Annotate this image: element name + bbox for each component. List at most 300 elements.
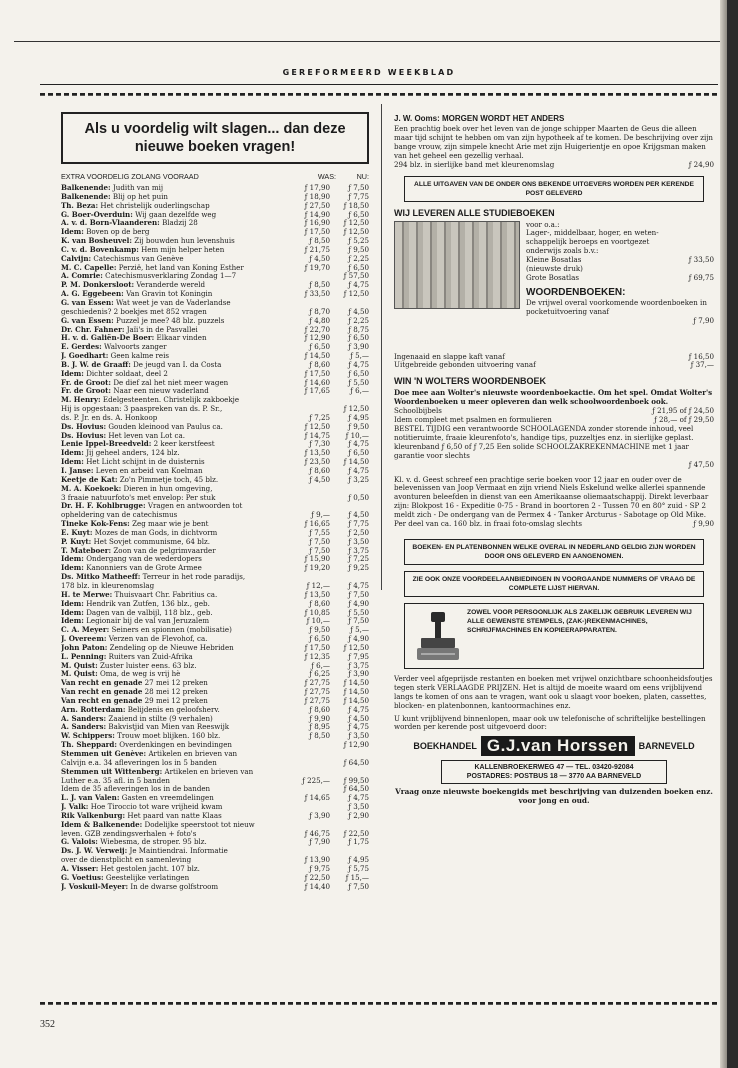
book-nu-price: ƒ 3,75 xyxy=(348,545,369,555)
book-row xyxy=(61,838,369,847)
book-was-price: ƒ 8,60 xyxy=(309,704,330,714)
book-title-cell xyxy=(61,485,286,494)
book-title: Naar een nieuw vaderland xyxy=(113,387,209,396)
zie-note: ZIE OOK ONZE VOORDEELAANBIEDINGEN IN VOORGAANDE NUMMERS OF VRAAG DE COMPLETE LIJST HIERVAN. xyxy=(404,571,704,597)
book-author: Dr. Chr. Fahner: xyxy=(61,325,125,334)
book-was-price: ƒ 4,50 xyxy=(309,474,330,484)
book-title-cell xyxy=(61,732,286,741)
studie-line: Lager-, middelbaar, hoger, en weten- xyxy=(526,228,659,238)
book-nu-price: ƒ 2,25 xyxy=(348,253,369,263)
book-author: G. van Essen: xyxy=(61,316,114,325)
book-author: Van recht en genade xyxy=(61,696,143,705)
book-author: Dr. H. F. Kohlbrugge: xyxy=(61,502,146,511)
book-nu-price: ƒ 6,— xyxy=(350,386,369,396)
book-nu-price: ƒ 5,25 xyxy=(348,236,369,246)
book-title-cell xyxy=(61,467,286,476)
book-author: W. Schippers: xyxy=(61,732,115,741)
left-column xyxy=(61,112,369,892)
book-author: J. Valk: xyxy=(61,803,89,812)
book-title-cell xyxy=(61,405,286,414)
page-number: 352 xyxy=(40,1019,55,1030)
book-was-price: ƒ 33,50 xyxy=(304,289,330,299)
book-title: Vragen en antwoorden tot xyxy=(147,502,243,511)
book-author: A. Visser: xyxy=(61,864,99,873)
book-title-cell xyxy=(61,511,286,520)
book-author: A. Sanders: xyxy=(61,714,107,723)
book-title-cell xyxy=(61,184,286,193)
book-was-price: ƒ 12,90 xyxy=(304,333,330,343)
book-title-cell xyxy=(61,582,286,591)
book-author: Tineke Kok-Fens: xyxy=(61,520,130,529)
book-author: Ds. Mitko Matheeff: xyxy=(61,573,141,582)
book-nu-price: ƒ 4,75 xyxy=(348,793,369,803)
book-was-price: ƒ 13,90 xyxy=(304,855,330,865)
book-author: Idem: xyxy=(61,555,84,564)
book-was-price: ƒ 14,90 xyxy=(304,209,330,219)
book-author: Idem: xyxy=(61,564,84,573)
book-title-cell xyxy=(61,529,286,538)
book-row xyxy=(61,290,369,299)
book-title-cell xyxy=(61,715,286,724)
book-title-cell xyxy=(61,635,286,644)
zowel-box xyxy=(404,603,704,669)
ingenaaid-price: ƒ 16,50 xyxy=(688,351,714,361)
wolters-label: Schoolbijbels xyxy=(394,407,442,416)
book-title: ds. P. Jr. en ds. A. Honkoop xyxy=(61,413,158,422)
book-row xyxy=(61,812,369,821)
book-author: H. v. d. Galiën-De Boer: xyxy=(61,334,155,343)
book-title: Catechismusverklaring Zondag 1—7 xyxy=(105,272,237,281)
book-title: Zuster luister eens. 63 blz. xyxy=(99,661,197,670)
book-nu-price: ƒ 22,50 xyxy=(343,828,369,838)
dashed-rule-bottom xyxy=(40,1002,718,1008)
book-nu-price: ƒ 6,50 xyxy=(348,368,369,378)
book-title-cell xyxy=(61,326,286,335)
book-title-cell xyxy=(61,211,286,220)
book-title-cell xyxy=(61,440,286,449)
bosatlas-row xyxy=(526,274,714,283)
book-row xyxy=(61,264,369,273)
book-row xyxy=(61,732,369,741)
header-rule xyxy=(40,84,718,85)
book-nu-price: ƒ 4,75 xyxy=(348,280,369,290)
book-title-cell xyxy=(61,759,286,768)
book-title: Leven en arbeid van Koelman xyxy=(95,467,203,475)
book-nu-price: ƒ 12,50 xyxy=(343,218,369,228)
book-was-price: ƒ 7,50 xyxy=(309,545,330,555)
ingenaaid-row xyxy=(394,353,714,362)
book-nu-price: ƒ 2,50 xyxy=(348,527,369,537)
book-author: L. Penning: xyxy=(61,652,107,661)
book-title: Overdenkingen en bevindingen xyxy=(119,741,232,750)
book-title-cell xyxy=(61,874,286,883)
book-nu-price: ƒ 9,25 xyxy=(348,563,369,573)
studie-line: schappelijk beroeps en voortgezet xyxy=(526,237,650,247)
book-title: De jeugd van I. da Costa xyxy=(133,360,222,369)
book-nu-price: ƒ 4,95 xyxy=(348,412,369,422)
book-title: Boven op de berg xyxy=(86,228,150,237)
book-author: E. Gerdes: xyxy=(61,343,102,352)
book-title-cell xyxy=(61,706,286,715)
wolters-label: Idem compleet met psalmen en formulieren xyxy=(394,416,552,425)
book-author: Lenie Ippel-Breedveld: xyxy=(61,440,152,449)
book-title-cell xyxy=(61,379,286,388)
book-title-cell xyxy=(61,653,286,662)
book-nu-price: ƒ 4,75 xyxy=(348,722,369,732)
book-row xyxy=(61,759,369,768)
book-title: Het Licht schijnt in de duisternis xyxy=(86,458,205,467)
book-was-price: ƒ 8,60 xyxy=(309,466,330,475)
book-title: Bladzij 28 xyxy=(162,219,198,228)
book-title-cell xyxy=(61,644,286,653)
book-title: Bakvistjid van Mien van Reeswijk xyxy=(108,723,230,732)
book-title: Wat weet je van de Vaderlandse xyxy=(116,298,231,307)
book-was-price xyxy=(286,741,330,750)
book-title: 178 blz. in kleurenomslag xyxy=(61,581,155,590)
book-title: Elkaar vinden xyxy=(156,334,207,343)
book-author: Keetje de Kat: xyxy=(61,475,118,484)
right-column xyxy=(394,112,714,806)
book-title-cell xyxy=(61,255,286,264)
book-row xyxy=(61,794,369,803)
book-row xyxy=(61,777,369,786)
book-title-cell xyxy=(61,856,286,865)
studie-text xyxy=(526,221,714,326)
book-title: 29 mei 12 preken xyxy=(144,696,208,705)
book-was-price: ƒ 22,70 xyxy=(304,324,330,334)
book-row xyxy=(61,476,369,485)
book-was-price: ƒ 8,60 xyxy=(309,598,330,608)
book-author: Th. Sheppard: xyxy=(61,741,118,750)
book-title-cell xyxy=(61,502,286,511)
book-was-price: ƒ 8,50 xyxy=(309,280,330,290)
book-title-cell xyxy=(61,449,286,458)
logo-right: BARNEVELD xyxy=(638,741,695,752)
book-was-price: ƒ 14,60 xyxy=(304,377,330,387)
book-title: over de dienstplicht en samenleving xyxy=(61,856,192,865)
bookstore-logo xyxy=(394,736,714,756)
book-title: Artikelen en brieven van xyxy=(148,750,238,758)
book-author: Fr. de Groot: xyxy=(61,387,112,396)
book-nu-price: ƒ 12,50 xyxy=(343,227,369,237)
book-nu-price: ƒ 0,50 xyxy=(348,492,369,502)
book-title: Dodelijke speerstoot tot nieuw xyxy=(144,820,255,829)
book-was-price: ƒ 225,— xyxy=(302,775,330,785)
kunt-text: U kunt vrijblijvend binnenlopen, maar ook uw telefonische of schriftelijke bestellingen worden per kerende post uitgevoerd door: xyxy=(394,713,706,732)
dashed-rule-top xyxy=(40,93,718,99)
uitgaven-note: ALLE UITGAVEN VAN DE ONDER ONS BEKENDE UITGEVERS WORDEN PER KERENDE POST GELEVERD xyxy=(404,176,704,202)
book-title: In de dwarse golfstroom xyxy=(130,882,219,891)
book-nu-price: ƒ 6,50 xyxy=(348,262,369,272)
studie-line: voor o.a.: xyxy=(526,219,560,229)
book-nu-price: ƒ 9,50 xyxy=(348,244,369,254)
book-was-price: ƒ 9,75 xyxy=(309,863,330,873)
book-was-price: ƒ 46,75 xyxy=(304,828,330,838)
ooms-text: Een prachtig boek over het leven van de jonge schipper Maarten de Geus die alleen maar tijd schijnt te hebben om van zijn hypotheek af te komen. De beschrijving over zijn bange vrouw, zijn simpele knecht Arie met zijn Huigerientje en opoe Krijgsman maken van het geheel een gezellig verhaal. xyxy=(394,124,713,160)
book-title: Het leven van Lot ca. xyxy=(108,431,185,440)
book-was-price: ƒ 15,90 xyxy=(304,554,330,564)
book-was-price xyxy=(286,485,330,494)
book-nu-price: ƒ 4,50 xyxy=(348,306,369,316)
book-title: Wij gaan dezelfde weg xyxy=(135,210,217,219)
book-nu-price: ƒ 5,50 xyxy=(348,377,369,387)
stamp-icon xyxy=(415,610,461,664)
book-title: Puzzel je mee? 48 blz. puzzels xyxy=(116,316,225,325)
binding-edge xyxy=(727,0,738,1068)
address-line-1: KALLENBROEKERWEG 47 — TEL. 03420-92084 xyxy=(474,764,634,772)
book-title: Belijdenis en geloofsherv. xyxy=(127,705,220,714)
book-row xyxy=(61,564,369,573)
book-title-cell xyxy=(61,281,286,290)
book-was-price: ƒ 7,90 xyxy=(309,837,330,847)
book-was-price: ƒ 27,50 xyxy=(304,200,330,210)
book-title-cell xyxy=(61,830,286,839)
book-title-cell xyxy=(61,308,286,317)
book-title: Het gestolen jacht. 107 blz. xyxy=(100,864,200,873)
geest-price: ƒ 9,90 xyxy=(693,519,714,529)
book-title-cell xyxy=(61,777,286,786)
book-author: P. M. Donkersloot: xyxy=(61,281,135,290)
book-title-cell xyxy=(61,609,286,618)
book-title: Verzen van de Flevohof, ca. xyxy=(108,635,208,644)
book-was-price: ƒ 21,75 xyxy=(304,244,330,254)
book-title: Thuisvaart Chr. Fabritius ca. xyxy=(114,590,218,599)
book-title: Ondergang van de wederdopers xyxy=(86,555,202,564)
book-title-cell xyxy=(61,794,286,803)
book-was-price: ƒ 19,20 xyxy=(304,563,330,573)
book-title: Kanonniers van de Grote Armee xyxy=(86,564,202,573)
book-was-price: ƒ 8,95 xyxy=(309,722,330,732)
book-author: Fr. de Groot: xyxy=(61,378,112,387)
bosatlas-label: Kleine Bosatlas xyxy=(526,256,582,265)
book-author: M. A. Koekoek: xyxy=(61,484,122,493)
book-title-cell xyxy=(61,299,286,308)
book-nu-price: ƒ 18,50 xyxy=(343,200,369,210)
book-title: Luther e.a. 35 afl. in 5 banden xyxy=(61,776,170,785)
book-was-price xyxy=(286,750,330,759)
book-author: Th. Beza: xyxy=(61,201,99,210)
book-nu-price: ƒ 7,50 xyxy=(348,183,369,192)
book-title-cell xyxy=(61,812,286,821)
book-was-price: ƒ 17,50 xyxy=(304,368,330,378)
book-nu-price: ƒ 3,50 xyxy=(348,731,369,741)
book-author: J. Overeem: xyxy=(61,635,107,644)
bestel-price-row xyxy=(394,461,714,470)
address-box xyxy=(441,760,667,784)
book-title: 28 mei 12 preken xyxy=(144,688,208,697)
book-author: K. van Bosheuvel: xyxy=(61,237,132,246)
book-author: E. Kuyt: xyxy=(61,528,93,537)
zowel-note: ZOWEL VOOR PERSOONLIJK ALS ZAKELIJK GEBRUIK LEVEREN WIJ ALLE GEWENSTE STEMPELS, (ZAK-)REKENMACHINES, SCHRIJFMACHINES EN KOPIEERAPPARATEN. xyxy=(467,608,692,634)
book-title: Calvijn e.a. 34 afleveringen los in 5 banden xyxy=(61,758,217,767)
logo-left: BOEKHANDEL xyxy=(413,741,477,752)
book-nu-price: ƒ 4,75 xyxy=(348,359,369,369)
book-title-cell xyxy=(61,370,286,379)
book-nu-price: ƒ 64,50 xyxy=(343,784,369,794)
book-author: M. Henry: xyxy=(61,396,101,405)
book-title: leven. GZB zendingsverhalen + foto's xyxy=(61,829,197,838)
book-was-price xyxy=(286,759,330,768)
book-nu-price: ƒ 12,50 xyxy=(343,642,369,652)
book-title: Jaïi's in de Pasvallei xyxy=(126,325,198,334)
book-nu-price: ƒ 12,90 xyxy=(343,740,369,750)
studie-heading: WIJ LEVEREN ALLE STUDIEBOEKEN xyxy=(394,207,555,218)
book-title-cell xyxy=(61,423,286,432)
book-author: John Paton: xyxy=(61,643,108,652)
book-was-price: ƒ 8,50 xyxy=(309,236,330,246)
book-title: Blij op het puin xyxy=(112,192,168,201)
platen-note: BOEKEN- EN PLATENBONNEN WELKE OVERAL IN NEDERLAND GELDIG ZIJN WORDEN DOOR ONS GELEVERD EN AANGENOMEN. xyxy=(404,539,704,565)
book-author: Van recht en genade xyxy=(61,679,143,688)
book-list xyxy=(61,184,369,892)
list-title: EXTRA VOORDELIG ZOLANG VOORAAD xyxy=(61,172,199,181)
bosatlas-label: Grote Bosatlas xyxy=(526,273,579,282)
book-author: G. Boer-Overduin: xyxy=(61,210,133,219)
books-photo xyxy=(394,221,520,309)
book-nu-price: ƒ 9,50 xyxy=(348,421,369,431)
book-title: Jij geheel anders, 124 blz. xyxy=(86,449,180,458)
book-was-price: ƒ 17,50 xyxy=(304,642,330,652)
book-author: P. Kuyt: xyxy=(61,537,92,546)
book-title-cell xyxy=(61,838,286,847)
book-nu-price: ƒ 3,75 xyxy=(348,660,369,670)
book-was-price: ƒ 12,50 xyxy=(304,421,330,431)
book-title-cell xyxy=(61,202,286,211)
book-title: Zendeling op de Nieuwe Hebriden xyxy=(109,643,234,652)
logo-name: G.J.van Horssen xyxy=(481,736,635,756)
book-nu-price: ƒ 4,90 xyxy=(348,598,369,608)
book-nu-price: ƒ 57,50 xyxy=(343,271,369,281)
book-author: Rik Valkenburg: xyxy=(61,811,126,820)
book-nu-price: ƒ 2,25 xyxy=(348,315,369,325)
book-title: Zaaiend in stilte (9 verhalen) xyxy=(108,714,213,723)
book-title-cell xyxy=(61,538,286,547)
geest-price-label: Per deel van ca. 160 blz. in fraai foto-omslag slechts xyxy=(394,520,582,529)
book-title-cell xyxy=(61,883,286,892)
book-title-cell xyxy=(61,847,286,856)
geest-text: Kl. v. d. Geest schreef een prachtige serie boeken voor 12 jaar en ouder over de belevenissen van Joop Vermaat en zijn vriend Niels Eskelund welke allerlei spannende avonturen beleefden in dienst van een Amerikaanse oliemaatschappij. Direkt leverbaar zijn: Blokpost 16 - Expeditie 0-75 - Brand in boortoren 2 - Tussen 70 en 80° zuid - SP 2 meldt zich - De ondergang van de Permex 4 - Tanker Arcturus - Sabotage op Old Mike. xyxy=(394,474,709,520)
masthead: GEREFORMEERD WEEKBLAD xyxy=(282,68,456,77)
book-title: Trouw moet blijken. 160 blz. xyxy=(117,732,221,741)
book-title-cell xyxy=(61,803,286,812)
book-was-price: ƒ 12,35 xyxy=(304,651,330,661)
book-title: Dieren in hun omgeving, xyxy=(123,484,213,493)
book-title: Seiners en spionnen (mobilisatie) xyxy=(111,626,232,635)
book-was-price: ƒ 22,50 xyxy=(304,872,330,882)
woorden-price: ƒ 7,90 xyxy=(693,315,714,325)
book-was-price: ƒ 8,70 xyxy=(309,306,330,316)
closing-text: Vraag onze nieuwste boekengids met beschrijving van duizenden boeken enz. voor jong en oud. xyxy=(395,787,713,806)
book-was-price: ƒ 6,— xyxy=(311,660,330,670)
book-title: Mozes de man Gods, in dichtvorm xyxy=(94,528,218,537)
book-nu-price: ƒ 4,90 xyxy=(348,634,369,644)
book-title: Perzië, het land van Koning Esther xyxy=(118,263,244,272)
list-header xyxy=(61,172,369,181)
book-was-price: ƒ 19,70 xyxy=(304,262,330,272)
book-title: Geen kalme reis xyxy=(110,352,170,361)
book-title: Zoon van de pelgrimvaarder xyxy=(113,546,216,555)
book-row xyxy=(61,387,369,396)
promo-box xyxy=(61,112,369,164)
book-title-cell xyxy=(61,396,286,405)
wolters-price: ƒ 21,95 of ƒ 24,50 xyxy=(652,406,714,416)
verder-text: Verder veel afgeprijsde restanten en boeken met vrijwel onzichtbare schoonheidsfoutjes tegen sterk VERLAAGDE PRIJZEN. Het is altijd de moeite waard om eens vrijblijvend langs te komen of ons aan te vragen, want ook u slaagt voor boeken, platen, cassettes, blocken- en platenbonnen, kantoormachines enz. xyxy=(394,673,713,710)
book-title: Het Sovjet communisme, 64 blz. xyxy=(93,537,210,546)
book-nu-price: ƒ 5,75 xyxy=(348,863,369,873)
book-was-price: ƒ 16,65 xyxy=(304,519,330,529)
book-title-cell xyxy=(61,600,286,609)
book-was-price: ƒ 14,75 xyxy=(304,430,330,440)
book-author: M. C. Capelle: xyxy=(61,263,117,272)
book-row xyxy=(61,485,369,494)
book-title: Catechismus van Genève xyxy=(93,254,184,263)
bosatlas-note: (nieuwste druk) xyxy=(526,264,583,274)
book-title-cell xyxy=(61,662,286,671)
studie-section xyxy=(394,221,714,353)
book-nu-price: ƒ 2,90 xyxy=(348,810,369,820)
book-was-price: ƒ 9,50 xyxy=(309,625,330,635)
book-nu-price: ƒ 7,50 xyxy=(348,616,369,626)
woorden-text: De vrijwel overal voorkomende woordenboeken in pocketuitvoering vanaf xyxy=(526,297,707,316)
book-title: Hem mijn helper heten xyxy=(141,245,225,254)
book-was-price: ƒ 18,90 xyxy=(304,191,330,201)
book-author: Idem: xyxy=(61,449,84,458)
nu-header: NU: xyxy=(356,172,369,181)
book-title: Het christelijk ouderlingschap xyxy=(100,201,210,210)
book-was-price: ƒ 7,50 xyxy=(309,536,330,546)
was-header: WAS: xyxy=(317,172,336,181)
book-nu-price: ƒ 7,25 xyxy=(348,554,369,564)
book-title: 2 keer kerstfeest xyxy=(153,440,215,449)
book-nu-price: ƒ 99,50 xyxy=(343,775,369,785)
book-title: 3 fraaie natuurfoto's met envelop: Per stuk xyxy=(61,493,216,502)
book-title-cell xyxy=(61,458,286,467)
book-nu-price: ƒ 1,75 xyxy=(348,837,369,847)
book-title-cell xyxy=(61,387,286,396)
book-author: Ds. Hovius: xyxy=(61,422,107,431)
book-nu-price: ƒ 7,95 xyxy=(348,651,369,661)
book-title-cell xyxy=(61,865,286,874)
book-nu-price: ƒ 6,50 xyxy=(348,448,369,458)
book-author: H. te Merwe: xyxy=(61,590,113,599)
book-nu-price: ƒ 15,— xyxy=(345,872,369,882)
column-divider xyxy=(381,104,382,590)
book-title: Je Maintiendrai. Informatie xyxy=(129,847,228,856)
book-author: Idem: xyxy=(61,608,84,617)
book-title: Idem de 35 afleveringen los in de banden xyxy=(61,785,211,794)
book-title: Van Gravin tot Koningin xyxy=(126,290,213,299)
book-title: opheldering van de catechismus xyxy=(61,511,178,520)
book-title-cell xyxy=(61,228,286,237)
book-title: Legionair bij de val van Jeruzalem xyxy=(86,617,210,626)
book-was-price: ƒ 14,40 xyxy=(304,881,330,891)
book-author: A. G. Eggebeen: xyxy=(61,290,124,299)
book-title-cell xyxy=(61,741,286,750)
book-title: Hoe Tiroccio tot ware vrijheid kwam xyxy=(90,803,223,812)
book-nu-price: ƒ 7,50 xyxy=(348,589,369,599)
book-title-cell xyxy=(61,264,286,273)
book-nu-price: ƒ 5,— xyxy=(350,625,369,635)
book-author: C. A. Meyer: xyxy=(61,626,110,635)
book-nu-price: ƒ 4,50 xyxy=(348,713,369,723)
book-author: M. Quist: xyxy=(61,661,98,670)
book-nu-price: ƒ 14,50 xyxy=(343,687,369,697)
book-nu-price: ƒ 6,50 xyxy=(348,209,369,219)
book-title: Edelgesteenten. Christelijk zakboekje xyxy=(102,396,240,405)
book-nu-price: ƒ 5,50 xyxy=(348,607,369,617)
book-was-price: ƒ 27,75 xyxy=(304,687,330,697)
book-row xyxy=(61,750,369,759)
